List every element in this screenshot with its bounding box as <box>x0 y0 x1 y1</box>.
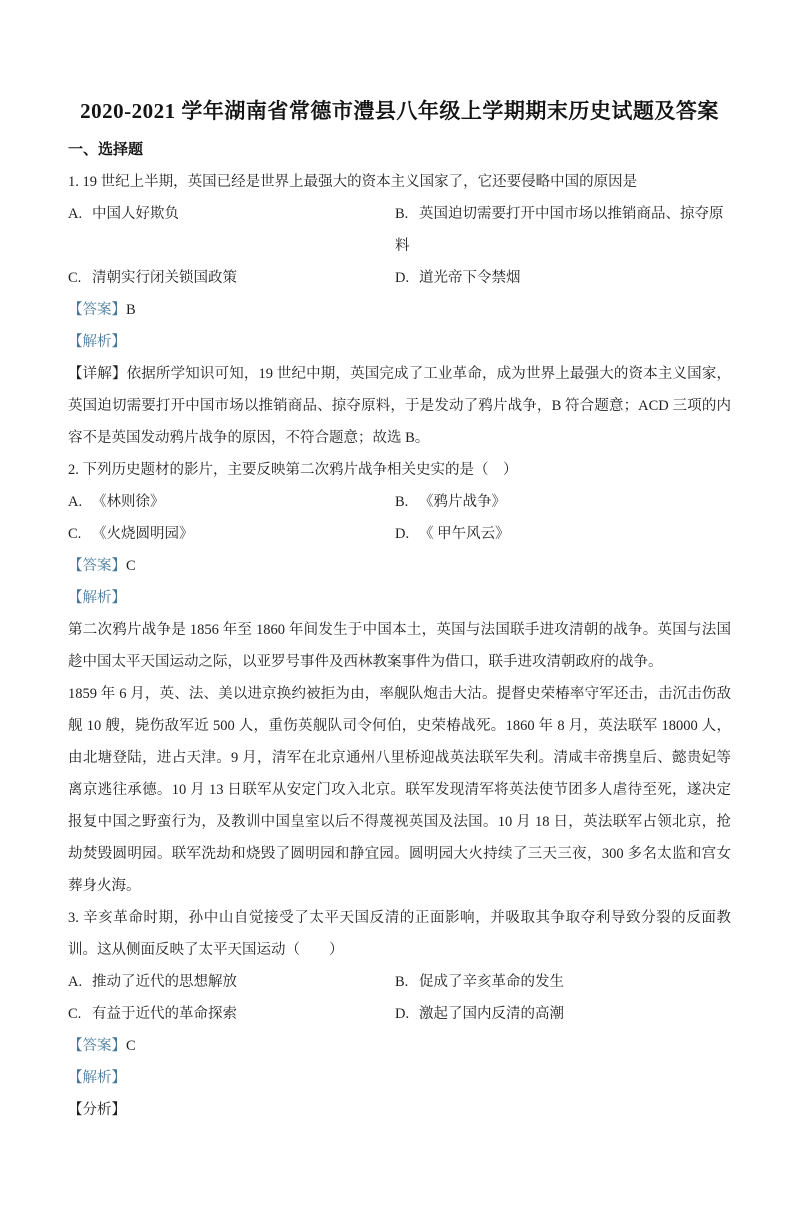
option-text: 促成了辛亥革命的发生 <box>419 974 564 990</box>
question-3-stem: 3. 辛亥革命时期，孙中山自觉接受了太平天国反清的正面影响，并吸取其争取夺利导致分裂的反面教训。这从侧面反映了太平天国运动（ ） <box>68 910 731 958</box>
fenxi-label: 【分析】 <box>68 1102 126 1118</box>
question-1 <box>68 166 731 454</box>
option-text: 推动了近代的思想解放 <box>92 974 237 990</box>
analysis-label: 【解析】 <box>68 334 126 350</box>
fenxi-line <box>68 1094 731 1126</box>
detail-label: 【详解】 <box>68 366 127 382</box>
option-text: 有益于近代的革命探索 <box>92 1006 237 1022</box>
question-1-options <box>68 198 731 294</box>
analysis-line <box>68 326 731 358</box>
question-2 <box>68 454 731 902</box>
option-key: B. <box>395 206 409 222</box>
answer-value: C <box>126 558 136 574</box>
option-d <box>395 262 731 294</box>
option-a <box>68 966 395 998</box>
answer-label: 【答案】 <box>68 558 126 574</box>
question-3 <box>68 902 731 1126</box>
option-a <box>68 486 395 518</box>
exam-document-page <box>0 96 793 1218</box>
analysis-line <box>68 582 731 614</box>
option-a <box>68 198 395 262</box>
question-2-options <box>68 486 731 550</box>
explanation-paragraph-1: 第二次鸦片战争是 1856 年至 1860 年间发生于中国本土，英国与法国联手进攻清朝的战争。英国与法国趁中国太平天国运动之际，以亚罗号事件及西林教案事件为借口，联手进攻清朝政府的战争。 <box>68 622 731 670</box>
option-key: B. <box>395 974 409 990</box>
option-text: 中国人好欺负 <box>92 206 179 222</box>
option-c <box>68 518 395 550</box>
answer-line <box>68 294 731 326</box>
option-text: 《 甲午风云》 <box>419 526 510 542</box>
detail-paragraph <box>68 358 731 454</box>
option-key: B. <box>395 494 409 510</box>
option-d <box>395 998 731 1030</box>
option-text: 《林则徐》 <box>92 494 165 510</box>
option-key: D. <box>395 270 410 286</box>
option-key: C. <box>68 526 82 542</box>
option-b <box>395 966 731 998</box>
question-3-options <box>68 966 731 1030</box>
option-text: 激起了国内反清的高潮 <box>419 1006 564 1022</box>
option-key: D. <box>395 1006 410 1022</box>
option-text: 清朝实行闭关锁国政策 <box>92 270 237 286</box>
question-2-stem: 2. 下列历史题材的影片，主要反映第二次鸦片战争相关史实的是（ ） <box>68 462 518 478</box>
analysis-label: 【解析】 <box>68 590 126 606</box>
section-heading: 一、选择题 <box>68 142 144 158</box>
option-key: D. <box>395 526 410 542</box>
option-b <box>395 486 731 518</box>
page-title: 2020-2021 学年湖南省常德市澧县八年级上学期期末历史试题及答案 <box>80 99 719 123</box>
answer-value: C <box>126 1038 136 1054</box>
option-key: C. <box>68 270 82 286</box>
option-text: 《火烧圆明园》 <box>92 526 194 542</box>
option-d <box>395 518 731 550</box>
answer-label: 【答案】 <box>68 302 126 318</box>
option-text: 《鸦片战争》 <box>419 494 506 510</box>
answer-label: 【答案】 <box>68 1038 126 1054</box>
analysis-label: 【解析】 <box>68 1070 126 1086</box>
detail-text: 依据所学知识可知，19 世纪中期，英国完成了工业革命，成为世界上最强大的资本主义国家，英国迫切需要打开中国市场以推销商品、掠夺原料，于是发动了鸦片战争，B 符合题意；ACD 三项的内容不是英国发动鸦片战争的原因，不符合题意；故选 B。 <box>68 366 731 446</box>
explanation-paragraph-2: 1859 年 6 月，英、法、美以进京换约被拒为由，率舰队炮击大沽。提督史荣椿率守军还击，击沉击伤敌舰 10 艘，毙伤敌军近 500 人，重伤英舰队司令何伯，史荣椿战死。1860 年 8 月，英法联军 18000 人，由北塘登陆，进占天津。9 月，清军在北京通州八里桥迎战英法联军失利。清咸丰帝携皇后、懿贵妃等离京逃往承德。10 月 13 日联军从安定门攻入北京。联军发现清军将英法使节团多人虐待至死，遂决定报复中国之野蛮行为，及教训中国皇室以后不得蔑视英国及法国。10 月 18 日，英法联军占领北京，抢劫焚毁圆明园。联军洗劫和烧毁了圆明园和静宜园。圆明园大火持续了三天三夜，300 多名太监和宫女葬身火海。 <box>68 686 731 894</box>
option-key: A. <box>68 206 83 222</box>
option-text: 英国迫切需要打开中国市场以推销商品、掠夺原料 <box>395 206 724 254</box>
answer-value: B <box>126 302 136 318</box>
option-b <box>395 198 731 262</box>
option-c <box>68 998 395 1030</box>
option-key: A. <box>68 494 83 510</box>
answer-line <box>68 550 731 582</box>
option-key: C. <box>68 1006 82 1022</box>
option-key: A. <box>68 974 83 990</box>
option-c <box>68 262 395 294</box>
analysis-line <box>68 1062 731 1094</box>
option-text: 道光帝下令禁烟 <box>419 270 521 286</box>
answer-line <box>68 1030 731 1062</box>
question-1-stem: 1. 19 世纪上半期，英国已经是世界上最强大的资本主义国家了，它还要侵略中国的原因是 <box>68 174 638 190</box>
